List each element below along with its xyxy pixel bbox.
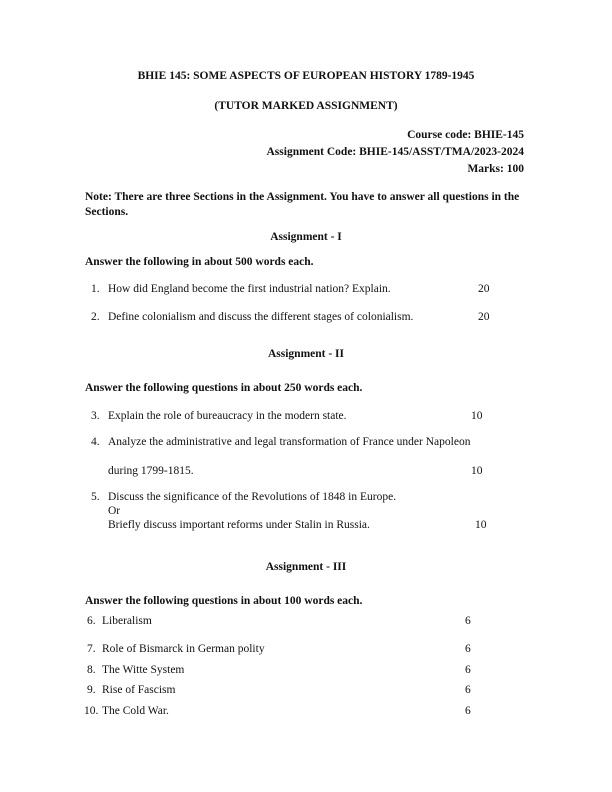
question-marks: 20: [478, 311, 490, 323]
question-marks: 6: [465, 643, 471, 655]
section-heading: Assignment - III: [265, 561, 347, 573]
assignment-code: Assignment Code: BHIE-145/ASST/TMA/2023-2024: [266, 146, 524, 158]
question-text: Explain the role of bureaucracy in the modern state.: [108, 410, 347, 422]
section-instruction: Answer the following questions in about 100 words each.: [85, 595, 363, 607]
page-subtitle: (TUTOR MARKED ASSIGNMENT): [214, 100, 398, 112]
question-marks: 6: [465, 705, 471, 717]
question-text: Define colonialism and discuss the different stages of colonialism.: [108, 311, 414, 323]
question-number: 10.: [84, 705, 99, 717]
course-code: Course code: BHIE-145: [407, 129, 524, 141]
section-heading: Assignment - I: [270, 231, 342, 243]
question-text: Analyze the administrative and legal transformation of France under Napoleon: [108, 436, 471, 448]
question-number: 6.: [87, 615, 96, 627]
section-instruction: Answer the following in about 500 words each.: [85, 256, 314, 268]
question-text: The Cold War.: [102, 705, 169, 717]
question-text: The Witte System: [102, 664, 185, 676]
question-number: 1.: [91, 283, 100, 295]
question-text-continued: during 1799-1815.: [108, 465, 194, 477]
marks-total: Marks: 100: [467, 163, 524, 175]
question-text: How did England become the first industrial nation? Explain.: [108, 283, 391, 295]
instructions-note: Note: There are three Sections in the Assignment. You have to answer all questions in the Sections.: [85, 191, 520, 218]
question-marks: 6: [465, 615, 471, 627]
question-marks: 10: [475, 519, 487, 531]
question-number: 9.: [87, 684, 96, 696]
question-text: Role of Bismarck in German polity: [102, 643, 265, 655]
question-text-alternative: Briefly discuss important reforms under Stalin in Russia.: [108, 519, 370, 531]
page-title: BHIE 145: SOME ASPECTS OF EUROPEAN HISTORY 1789-1945: [137, 70, 475, 82]
question-marks: 10: [471, 465, 483, 477]
question-number: 4.: [91, 436, 100, 448]
section-instruction: Answer the following questions in about 250 words each.: [85, 382, 363, 394]
question-number: 8.: [87, 664, 96, 676]
question-marks: 6: [465, 664, 471, 676]
question-text: Liberalism: [102, 615, 152, 627]
question-number: 2.: [91, 311, 100, 323]
question-text: Rise of Fascism: [102, 684, 176, 696]
question-number: 7.: [87, 643, 96, 655]
question-number: 5.: [91, 491, 100, 503]
or-label: Or: [108, 505, 121, 517]
question-marks: 10: [471, 410, 483, 422]
question-text: Discuss the significance of the Revolutions of 1848 in Europe.: [108, 491, 397, 503]
question-marks: 20: [478, 283, 490, 295]
question-marks: 6: [465, 684, 471, 696]
section-heading: Assignment - II: [267, 348, 345, 360]
question-number: 3.: [91, 410, 100, 422]
